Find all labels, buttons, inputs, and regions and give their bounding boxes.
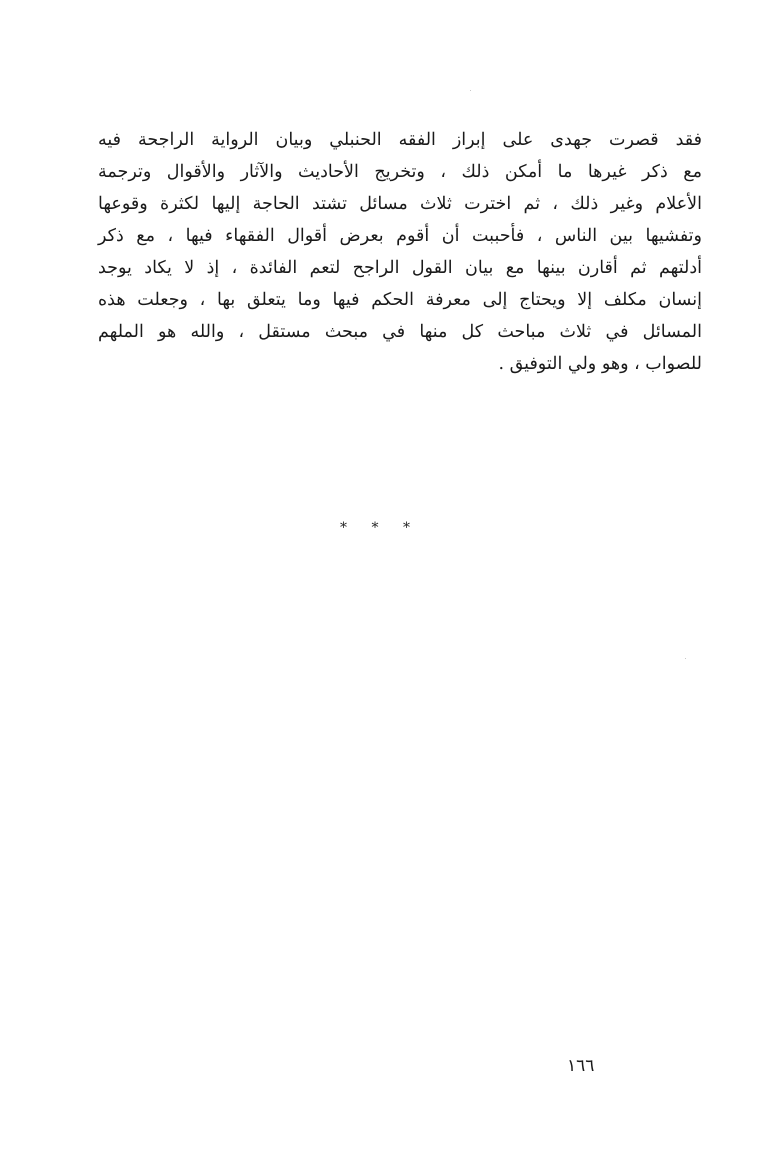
- text-line: الأعلام وغير ذلك ، ثم اخترت ثلاث مسائل تشتد الحاجة إليها لكثرة وقوعها: [98, 194, 702, 214]
- text-line: مع ذكر غيرها ما أمكن ذلك ، وتخريج الأحاديث والآثار والأقوال وترجمة: [98, 162, 702, 182]
- text-line: أدلتهم ثم أقارن بينها مع بيان القول الراجح لتعم الفائدة ، إذ لا يكاد يوجد: [98, 258, 702, 278]
- text-line: فقد قصرت جهدى على إبراز الفقه الحنبلي وبيان الرواية الراجحة فيه: [98, 130, 702, 150]
- text-line: وتفشيها بين الناس ، فأحببت أن أقوم بعرض أقوال الفقهاء فيها ، مع ذكر: [98, 226, 702, 246]
- text-line: المسائل في ثلاث مباحث كل منها في مبحث مستقل ، والله هو الملهم: [98, 322, 702, 342]
- page-number: ١٦٦: [567, 1056, 595, 1076]
- scan-speck: [470, 90, 471, 91]
- body-paragraph: [98, 124, 702, 380]
- text-line: إنسان مكلف إلا ويحتاج إلى معرفة الحكم فيها وما يتعلق بها ، وجعلت هذه: [98, 290, 702, 310]
- text-line: للصواب ، وهو ولي التوفيق .: [498, 354, 702, 374]
- section-separator: * * *: [340, 520, 420, 536]
- scan-speck: [685, 658, 686, 659]
